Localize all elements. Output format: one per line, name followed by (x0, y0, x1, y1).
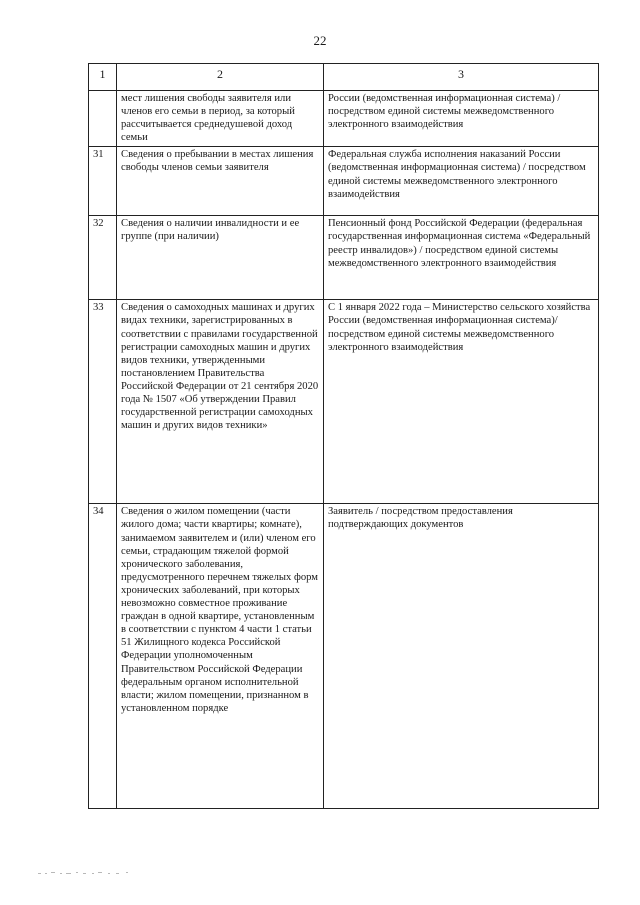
scan-noise-marks (38, 868, 138, 878)
row-description: Сведения о пребывании в местах лишения свободы членов семьи заявителя (117, 147, 324, 216)
header-row (89, 64, 599, 91)
table-row (89, 504, 599, 809)
page-number: 22 (313, 33, 327, 48)
row-source: Федеральная служба исполнения наказаний России (ведомственная информационная система) / посредством единой системы межведомственного электронного взаимодействия (324, 147, 599, 216)
row-number: 33 (89, 300, 117, 504)
document-table (88, 63, 599, 809)
table-body (89, 91, 599, 809)
row-description: Сведения о самоходных машинах и других видах техники, зарегистрированных в соответствии с правилами государственной регистрации самоходных машин и других видов техники, утвержденными постановлением Правительства Российской Федерации от 21 сентября 2020 года № 1507 «Об утверждении Правил государственной регистрации самоходных машин и других видов техники» (117, 300, 324, 504)
row-number: 31 (89, 147, 117, 216)
row-description: мест лишения свободы заявителя или членов его семьи в период, за который рассчитывается среднедушевой доход семьи (117, 91, 324, 147)
row-source: Заявитель / посредством предоставления подтверждающих документов (324, 504, 599, 809)
row-source: Пенсионный фонд Российской Федерации (федеральная государственная информационная система «Федеральный реестр инвалидов») / посредством единой системы межведомственного электронного взаимодействия (324, 216, 599, 300)
row-description: Сведения о жилом помещении (части жилого дома; части квартиры; комнате), занимаемом заявителем и (или) членом его семьи, страдающим тяжелой формой хронического заболевания, предусмотренного перечнем тяжелых форм хронических заболеваний, при которых невозможно совместное проживание граждан в одной квартире, установленным в соответствии с пунктом 4 части 1 статьи 51 Жилищного кодекса Российской Федерации уполномоченным Правительством Российской Федерации федеральным органом исполнительной власти; жилом помещении, признанном в установленном порядке (117, 504, 324, 809)
row-source: С 1 января 2022 года – Министерство сельского хозяйства России (ведомственная информационная система)/ посредством единой системы межведомственного электронного взаимодействия (324, 300, 599, 504)
table-row (89, 216, 599, 300)
column-header-2: 2 (117, 64, 324, 91)
table-header (89, 64, 599, 91)
column-header-1: 1 (89, 64, 117, 91)
row-source: России (ведомственная информационная система) / посредством единой системы межведомственного электронного взаимодействия (324, 91, 599, 147)
table-row (89, 300, 599, 504)
row-number (89, 91, 117, 147)
column-header-3: 3 (324, 64, 599, 91)
table-row (89, 147, 599, 216)
row-description: Сведения о наличии инвалидности и ее группе (при наличии) (117, 216, 324, 300)
row-number: 34 (89, 504, 117, 809)
row-number: 32 (89, 216, 117, 300)
table-row (89, 91, 599, 147)
